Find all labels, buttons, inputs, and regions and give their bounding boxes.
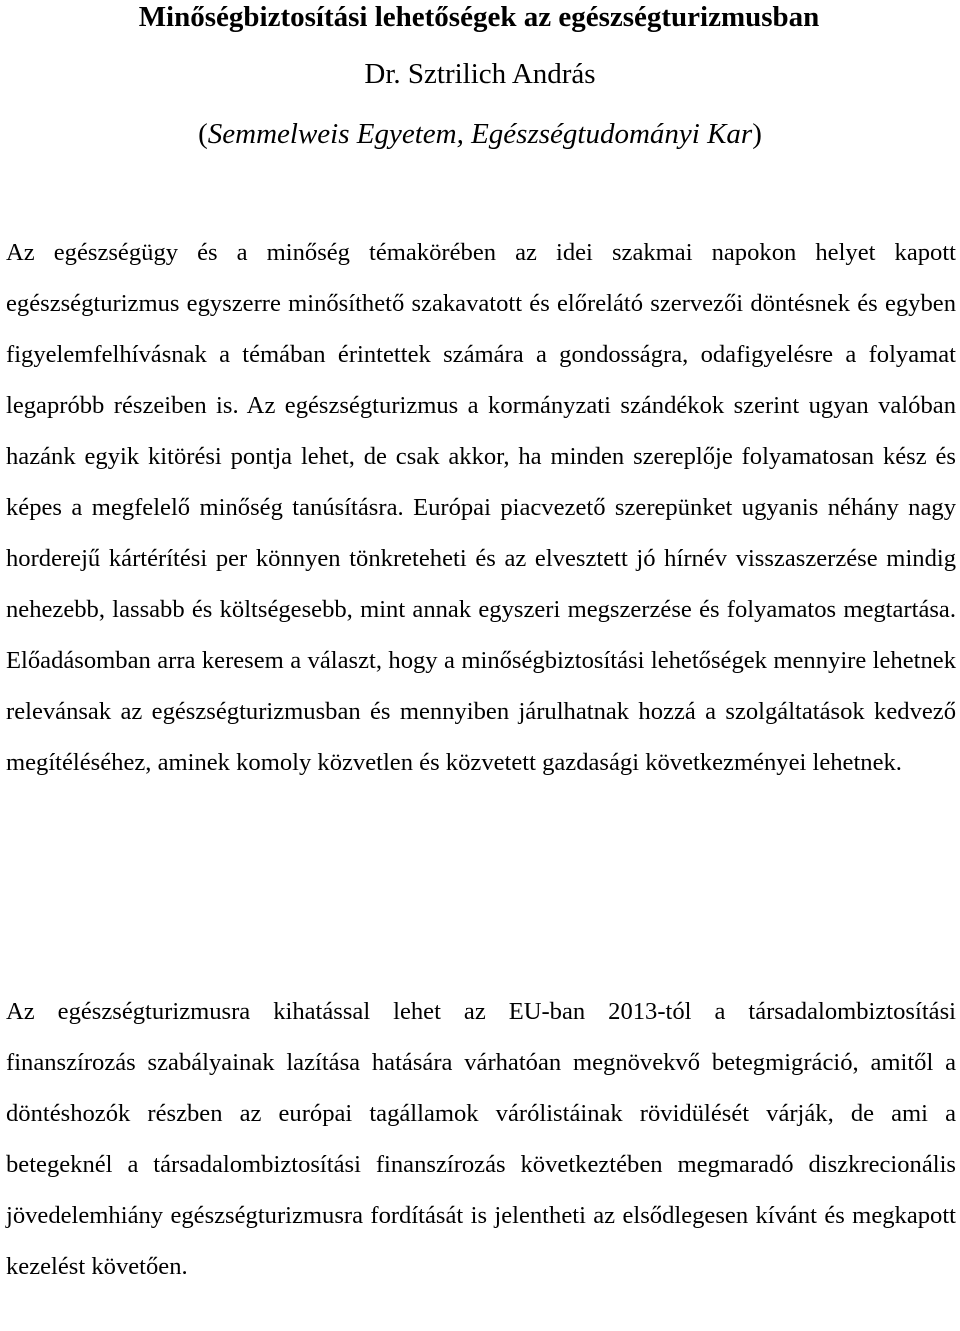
affiliation-text: Semmelweis Egyetem, Egészségtudományi Kar [207,118,753,150]
affiliation-close-paren: ) [752,118,762,150]
author-affiliation [0,114,960,154]
author-name: Dr. Sztrilich András [364,58,596,90]
affiliation-open-paren: ( [198,118,208,150]
abstract-paragraph-2: Az egészségturizmusra kihatással lehet az EU-ban 2013-tól a társadalombiztosítási finanszírozás szabályainak lazítása hatására várhatóan megnövekvő betegmigráció, amitől a döntéshozók részben az európai tagállamok várólistáinak rövidülését várják, de ami a betegeknél a társadalombiztosítási finanszírozás következtében megmaradó diszkrecionális jövedelemhiány egészségturizmusra fordítását is jelentheti az elsődlegesen kívánt és megkapott kezelést követően. [6,998,956,1280]
abstract-paragraph-1: Az egészségügy és a minőség témakörében az idei szakmai napokon helyet kapott egészségturizmus egyszerre minősíthető szakavatott és előrelátó szervezői döntésnek és egyben figyelemfelhívásnak a témában érintettek számára a gondosságra, odafigyelésre a folyamat legapróbb részeiben is. Az egészségturizmus a kormányzati szándékok szerint ugyan valóban hazánk egyik kitörési pontja lehet, de csak akkor, ha minden szereplője folyamatosan kész és képes a megfelelő minőség tanúsításra. Európai piacvezető szerepünket ugyanis néhány nagy horderejű kártérítési per könnyen tönkreteheti és az elvesztett jó hírnév visszaszerzése mindig nehezebb, lassabb és költségesebb, mint annak egyszeri megszerzése és folyamatos megtartása. Előadásomban arra keresem a választ, hogy a minőségbiztosítási lehetőségek mennyire lehetnek relevánsak az egészségturizmusban és mennyiben járulhatnak hozzá a szolgáltatások kedvező megítéléséhez, aminek komoly közvetlen és közvetett gazdasági következményei lehetnek. [6,239,956,776]
document-title: Minőségbiztosítási lehetőségek az egészségturizmusban [138,1,820,33]
